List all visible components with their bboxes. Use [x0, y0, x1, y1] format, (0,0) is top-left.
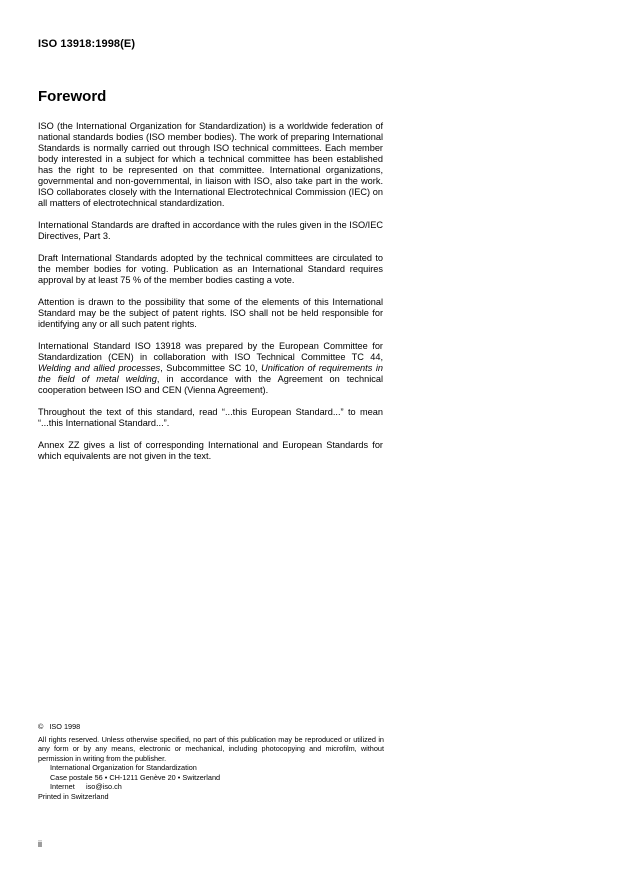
- preparation-text-2: , Subcommittee SC 10,: [160, 363, 262, 373]
- paragraph-patent-rights: Attention is drawn to the possibility that some of the elements of this International Standard may be the subject of patent rights. ISO shall not be held responsible for identifying any or all such patent rights.: [38, 297, 383, 329]
- paragraph-drafting-rules: International Standards are drafted in accordance with the rules given in the ISO/IEC Directives, Part 3.: [38, 220, 383, 241]
- paragraph-preparation: [38, 341, 383, 396]
- page-number: ii: [38, 839, 42, 849]
- foreword-body: [38, 121, 383, 462]
- organization-name: International Organization for Standardization: [50, 763, 197, 772]
- copyright-block: [38, 722, 384, 801]
- rights-statement: All rights reserved. Unless otherwise specified, no part of this publication may be reproduced or utilized in any form or by any means, electronic or mechanical, including photocopying and microfilm, without permission in writing from the publisher.: [38, 734, 384, 763]
- preparation-text-3: , in accordance with the Agreement on technical cooperation between ISO and CEN (Vienna Agreement).: [38, 374, 383, 395]
- internet-label: Internet: [50, 782, 75, 791]
- publisher-address: [38, 763, 384, 792]
- copyright-year: ISO 1998: [49, 722, 81, 731]
- paragraph-annex-zz: Annex ZZ gives a list of corresponding International and European Standards for which equivalents are not given in the text.: [38, 440, 383, 461]
- subcommittee-title: Unification of requirements in the field of metal welding: [38, 363, 383, 384]
- document-identifier: ISO 13918:1998(E): [38, 38, 136, 50]
- internet-line: [50, 782, 384, 792]
- printed-location: Printed in Switzerland: [38, 791, 109, 801]
- paragraph-iso-overview: ISO (the International Organization for Standardization) is a worldwide federation of national standards bodies (ISO member bodies). The work of preparing International Standards is normally carried out through ISO technical committees. Each member body interested in a subject for which a technical committee has been established has the right to be represented on that committee. International organizations, governmental and non-governmental, in liaison with ISO, also take part in the work. ISO collaborates closely with the International Electrotechnical Commission (IEC) on all matters of electrotechnical standardization.: [38, 121, 383, 208]
- committee-title: Welding and allied processes: [38, 363, 161, 373]
- postal-address: Case postale 56 • CH-1211 Genève 20 • Switzerland: [50, 772, 221, 782]
- internet-email: iso@iso.ch: [86, 782, 122, 791]
- copyright-symbol: ©: [38, 722, 44, 731]
- section-heading: Foreword: [38, 88, 107, 105]
- paragraph-voting: Draft International Standards adopted by the technical committees are circulated to the member bodies for voting. Publication as an International Standard requires approval by at least 75 % of the member bodies casting a vote.: [38, 253, 383, 285]
- paragraph-reading-note: Throughout the text of this standard, read “...this European Standard...” to mean “...this International Standard...”.: [38, 407, 383, 428]
- preparation-text-1: International Standard ISO 13918 was prepared by the European Committee for Standardization (CEN) in collaboration with ISO Technical Committee TC 44,: [38, 341, 383, 362]
- copyright-line: [38, 722, 384, 732]
